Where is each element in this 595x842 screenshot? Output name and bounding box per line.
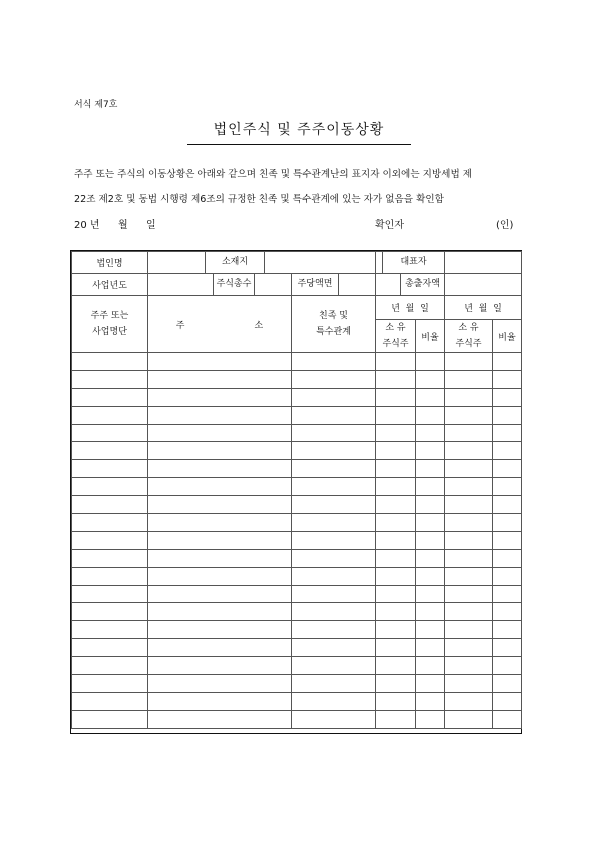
table-cell[interactable] xyxy=(416,478,445,496)
table-cell[interactable] xyxy=(72,424,148,442)
table-cell[interactable] xyxy=(445,710,493,728)
header-row-1 xyxy=(72,252,522,274)
table-cell[interactable] xyxy=(493,567,522,585)
total-capital-label: 총출자액 xyxy=(405,279,440,289)
period-1-header: 년 월 일 xyxy=(376,296,445,320)
ratio-header-1: 비율 xyxy=(416,320,445,353)
table-cell[interactable] xyxy=(292,585,376,603)
table-cell[interactable] xyxy=(292,621,376,639)
table-cell[interactable] xyxy=(376,424,416,442)
fiscal-year-field[interactable] xyxy=(148,274,214,295)
table-cell[interactable] xyxy=(148,657,292,675)
table-row xyxy=(72,639,522,657)
table-row xyxy=(72,621,522,639)
table-cell[interactable] xyxy=(493,603,522,621)
location-label: 소재지 xyxy=(206,252,265,273)
table-row xyxy=(72,370,522,388)
table-cell[interactable] xyxy=(72,460,148,478)
table-cell[interactable] xyxy=(72,531,148,549)
table-cell[interactable] xyxy=(376,603,416,621)
table-cell[interactable] xyxy=(292,692,376,710)
table-cell[interactable] xyxy=(376,388,416,406)
table-cell[interactable] xyxy=(292,603,376,621)
fiscal-year-label: 사업년도 xyxy=(72,274,148,296)
table-cell[interactable] xyxy=(416,603,445,621)
table-cell[interactable] xyxy=(493,639,522,657)
table-cell[interactable] xyxy=(376,442,416,460)
date-year: 20 년 xyxy=(74,220,100,231)
table-cell[interactable] xyxy=(493,478,522,496)
table-row xyxy=(72,496,522,514)
table-cell[interactable] xyxy=(376,531,416,549)
table-cell[interactable] xyxy=(72,675,148,693)
table-cell[interactable] xyxy=(416,692,445,710)
period-2-header: 년 월 일 xyxy=(445,296,522,320)
table-cell[interactable] xyxy=(292,460,376,478)
date-day: 일 xyxy=(146,220,156,231)
column-header-row-1 xyxy=(72,296,522,320)
table-row xyxy=(72,460,522,478)
representative-label: 대표자 xyxy=(400,257,427,267)
table-cell[interactable] xyxy=(445,514,493,532)
corp-name-field[interactable] xyxy=(148,252,206,273)
table-cell[interactable] xyxy=(72,639,148,657)
table-cell[interactable] xyxy=(148,603,292,621)
table-cell[interactable] xyxy=(148,621,292,639)
table-cell[interactable] xyxy=(376,567,416,585)
table-cell[interactable] xyxy=(445,692,493,710)
table-cell[interactable] xyxy=(148,567,292,585)
table-row xyxy=(72,675,522,693)
total-capital-field[interactable] xyxy=(445,274,522,296)
table-cell[interactable] xyxy=(445,442,493,460)
table-cell[interactable] xyxy=(376,639,416,657)
table-cell[interactable] xyxy=(72,442,148,460)
table-cell[interactable] xyxy=(445,567,493,585)
table-cell[interactable] xyxy=(493,514,522,532)
table-cell[interactable] xyxy=(148,675,292,693)
table-cell[interactable] xyxy=(148,424,292,442)
table-row xyxy=(72,567,522,585)
table-cell[interactable] xyxy=(445,370,493,388)
table-cell[interactable] xyxy=(148,514,292,532)
table-cell[interactable] xyxy=(493,692,522,710)
table-cell[interactable] xyxy=(292,478,376,496)
table-cell[interactable] xyxy=(445,585,493,603)
table-cell[interactable] xyxy=(416,585,445,603)
table-row xyxy=(72,406,522,424)
table-cell[interactable] xyxy=(292,424,376,442)
table-cell[interactable] xyxy=(148,585,292,603)
table-cell[interactable] xyxy=(148,353,292,371)
table-cell[interactable] xyxy=(416,567,445,585)
table-cell[interactable] xyxy=(493,621,522,639)
table-cell[interactable] xyxy=(445,478,493,496)
owned-shares-header-1: 소 유 주식주 xyxy=(376,320,416,353)
table-cell[interactable] xyxy=(376,514,416,532)
table-cell[interactable] xyxy=(376,370,416,388)
location-field[interactable] xyxy=(265,252,375,273)
table-cell[interactable] xyxy=(416,639,445,657)
confirmer-label: 확인자 xyxy=(375,220,404,231)
table-cell[interactable] xyxy=(376,585,416,603)
table-cell[interactable] xyxy=(148,370,292,388)
table-cell[interactable] xyxy=(376,710,416,728)
table-cell[interactable] xyxy=(292,710,376,728)
table-cell[interactable] xyxy=(148,531,292,549)
table-row xyxy=(72,657,522,675)
table-cell[interactable] xyxy=(148,442,292,460)
table-cell[interactable] xyxy=(376,353,416,371)
table-row xyxy=(72,585,522,603)
table-cell[interactable] xyxy=(72,567,148,585)
table-cell[interactable] xyxy=(445,675,493,693)
par-value-label: 주당액면 xyxy=(292,274,339,295)
table-cell[interactable] xyxy=(493,585,522,603)
table-cell[interactable] xyxy=(148,710,292,728)
table-cell[interactable] xyxy=(72,549,148,567)
table-cell[interactable] xyxy=(148,460,292,478)
table-row xyxy=(72,549,522,567)
table-cell[interactable] xyxy=(445,424,493,442)
table-cell[interactable] xyxy=(416,353,445,371)
table-cell[interactable] xyxy=(493,353,522,371)
shareholder-form xyxy=(70,250,522,734)
table-cell[interactable] xyxy=(376,478,416,496)
address-column-header xyxy=(148,296,292,353)
table-cell[interactable] xyxy=(376,496,416,514)
table-row xyxy=(72,388,522,406)
table-cell[interactable] xyxy=(72,478,148,496)
table-cell[interactable] xyxy=(493,460,522,478)
table-cell[interactable] xyxy=(445,496,493,514)
table-cell[interactable] xyxy=(445,353,493,371)
table-cell[interactable] xyxy=(445,603,493,621)
seal-label: (인) xyxy=(496,220,514,231)
table-cell[interactable] xyxy=(416,514,445,532)
table-cell[interactable] xyxy=(445,406,493,424)
table-cell[interactable] xyxy=(445,621,493,639)
date-month: 월 xyxy=(118,220,128,231)
table-cell[interactable] xyxy=(493,496,522,514)
table-cell[interactable] xyxy=(493,388,522,406)
table-cell[interactable] xyxy=(416,549,445,567)
representative-field[interactable] xyxy=(445,252,522,274)
table-cell[interactable] xyxy=(376,621,416,639)
table-cell[interactable] xyxy=(148,496,292,514)
table-cell[interactable] xyxy=(376,406,416,424)
table-row xyxy=(72,478,522,496)
table-cell[interactable] xyxy=(493,406,522,424)
table-cell[interactable] xyxy=(445,388,493,406)
table-cell[interactable] xyxy=(493,549,522,567)
table-cell[interactable] xyxy=(72,388,148,406)
table-cell[interactable] xyxy=(148,388,292,406)
table-cell[interactable] xyxy=(416,531,445,549)
corp-name-label: 법인명 xyxy=(72,252,148,274)
table-cell[interactable] xyxy=(292,639,376,657)
table-row xyxy=(72,710,522,728)
table-row xyxy=(72,442,522,460)
table-cell[interactable] xyxy=(292,531,376,549)
holder-column-header: 주주 또는 사업명단 xyxy=(72,296,148,353)
table-cell[interactable] xyxy=(445,460,493,478)
form-table xyxy=(71,251,522,729)
table-cell[interactable] xyxy=(292,675,376,693)
table-row xyxy=(72,424,522,442)
table-cell[interactable] xyxy=(292,406,376,424)
table-cell[interactable] xyxy=(445,657,493,675)
table-cell[interactable] xyxy=(72,710,148,728)
table-cell[interactable] xyxy=(72,353,148,371)
total-shares-label: 주식총수 xyxy=(214,274,255,295)
page-title: 법인주식 및 주주이동상황 xyxy=(187,119,411,145)
table-cell[interactable] xyxy=(493,657,522,675)
address-header-char-1: 주 xyxy=(175,320,185,331)
table-cell[interactable] xyxy=(72,370,148,388)
table-cell[interactable] xyxy=(493,675,522,693)
table-row xyxy=(72,603,522,621)
table-cell[interactable] xyxy=(376,692,416,710)
table-cell[interactable] xyxy=(292,514,376,532)
table-cell[interactable] xyxy=(493,442,522,460)
table-cell[interactable] xyxy=(148,549,292,567)
table-cell[interactable] xyxy=(376,460,416,478)
table-cell[interactable] xyxy=(148,639,292,657)
table-cell[interactable] xyxy=(416,460,445,478)
table-cell[interactable] xyxy=(148,692,292,710)
table-cell[interactable] xyxy=(416,496,445,514)
table-cell[interactable] xyxy=(416,710,445,728)
table-cell[interactable] xyxy=(72,585,148,603)
table-cell[interactable] xyxy=(416,621,445,639)
table-row xyxy=(72,353,522,371)
table-cell[interactable] xyxy=(72,657,148,675)
table-cell[interactable] xyxy=(416,657,445,675)
table-cell[interactable] xyxy=(445,531,493,549)
table-cell[interactable] xyxy=(148,406,292,424)
table-row xyxy=(72,514,522,532)
table-cell[interactable] xyxy=(72,514,148,532)
ratio-header-2: 비율 xyxy=(493,320,522,353)
table-cell[interactable] xyxy=(292,657,376,675)
table-cell[interactable] xyxy=(292,353,376,371)
owned-shares-header-2: 소 유 주식주 xyxy=(445,320,493,353)
table-cell[interactable] xyxy=(493,710,522,728)
table-cell[interactable] xyxy=(72,496,148,514)
table-cell[interactable] xyxy=(416,388,445,406)
form-number: 서식 제7호 xyxy=(74,100,118,110)
intro-line-1: 주주 또는 주식의 이동상황은 아래와 같으며 친족 및 특수관계난의 표지자 이외에는 지방세법 제 xyxy=(74,169,473,180)
table-cell[interactable] xyxy=(376,657,416,675)
table-cell[interactable] xyxy=(292,388,376,406)
table-cell[interactable] xyxy=(493,424,522,442)
table-cell[interactable] xyxy=(445,639,493,657)
table-cell[interactable] xyxy=(292,442,376,460)
table-cell[interactable] xyxy=(72,621,148,639)
table-cell[interactable] xyxy=(493,531,522,549)
table-cell[interactable] xyxy=(376,549,416,567)
intro-text xyxy=(74,162,539,212)
table-row xyxy=(72,692,522,710)
intro-line-2: 22조 제2호 및 동법 시행령 제6조의 규정한 친족 및 특수관계에 있는 자가 없음을 확인함 xyxy=(74,194,444,205)
table-cell[interactable] xyxy=(416,424,445,442)
table-cell[interactable] xyxy=(416,370,445,388)
table-cell[interactable] xyxy=(292,496,376,514)
table-cell[interactable] xyxy=(376,675,416,693)
address-header-char-2: 소 xyxy=(254,320,264,331)
table-row xyxy=(72,531,522,549)
total-shares-field[interactable] xyxy=(255,274,291,295)
table-cell[interactable] xyxy=(416,442,445,460)
table-cell[interactable] xyxy=(148,478,292,496)
par-value-field[interactable] xyxy=(339,274,375,295)
table-cell[interactable] xyxy=(72,603,148,621)
table-cell[interactable] xyxy=(72,406,148,424)
table-cell[interactable] xyxy=(292,567,376,585)
table-cell[interactable] xyxy=(493,370,522,388)
relation-column-header: 친족 및 특수관계 xyxy=(292,296,376,353)
header-row-2 xyxy=(72,274,522,296)
table-cell[interactable] xyxy=(445,549,493,567)
table-cell[interactable] xyxy=(416,406,445,424)
table-cell[interactable] xyxy=(292,370,376,388)
table-cell[interactable] xyxy=(72,692,148,710)
table-cell[interactable] xyxy=(416,675,445,693)
table-cell[interactable] xyxy=(292,549,376,567)
